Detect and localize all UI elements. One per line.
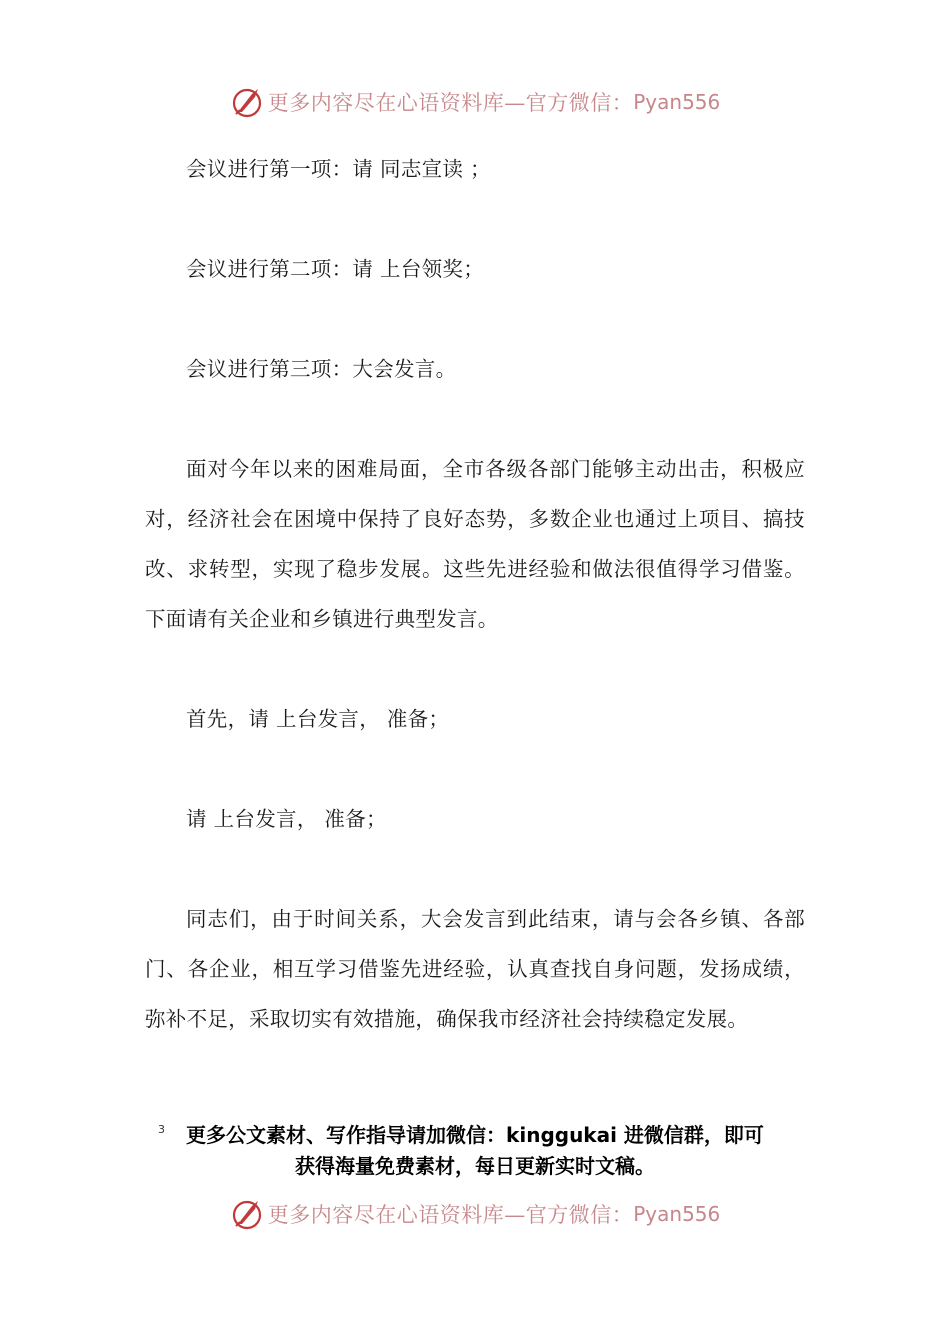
header-banner <box>0 82 950 122</box>
banner-text: 更多内容尽在心语资料库—官方微信： <box>267 91 634 115</box>
footer-banner <box>0 1194 950 1234</box>
paragraph-item-3: 会议进行第三项：大会发言。 <box>186 357 457 381</box>
banner-wechat-id: Pyan556 <box>633 90 721 114</box>
page-marker: 3 <box>158 1123 165 1136</box>
promo-line-1: 更多公文素材、写作指导请加微信：kinggukai 进微信群，即可 <box>186 1123 764 1147</box>
promo-line-2: 获得海量免费素材，每日更新实时文稿。 <box>295 1154 655 1178</box>
paragraph-first-speaker: 首先，请 上台发言， 准备； <box>186 707 450 731</box>
paragraph-item-2: 会议进行第二项：请 上台领奖； <box>186 257 485 281</box>
paragraph-closing: 同志们，由于时间关系，大会发言到此结束，请与会各乡镇、各部门、各企业，相互学习借鉴先进经验，认真查找自身问题，发扬成绩，弥补不足，采取切实有效措施，确保我市经济社会持续稳定发展。 <box>145 907 805 1031</box>
quill-pen-logo-icon <box>230 1197 264 1231</box>
promo-notice <box>130 1120 820 1182</box>
footer-banner-text: 更多内容尽在心语资料库—官方微信： <box>267 1203 634 1227</box>
document-body <box>145 144 805 1044</box>
quill-pen-logo-icon <box>230 85 264 119</box>
paragraph-next-speaker: 请 上台发言， 准备； <box>186 807 387 831</box>
footer-wechat-id: Pyan556 <box>633 1202 721 1226</box>
paragraph-intro: 面对今年以来的困难局面，全市各级各部门能够主动出击，积极应对，经济社会在困境中保持了良好态势，多数企业也通过上项目、搞技改、求转型，实现了稳步发展。这些先进经验和做法很值得学习借鉴。下面请有关企业和乡镇进行典型发言。 <box>145 457 805 631</box>
paragraph-item-1: 会议进行第一项：请 同志宣读 ； <box>186 157 491 181</box>
